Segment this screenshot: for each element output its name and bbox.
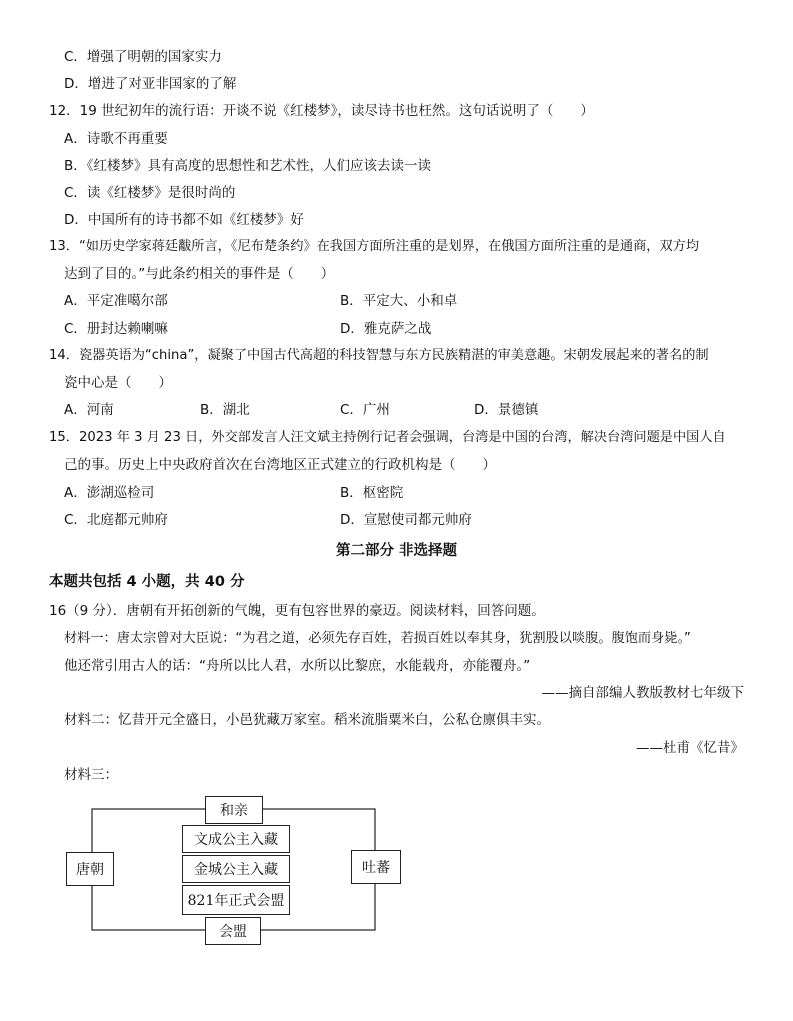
diagram-box-item-2: 金城公主入藏 (182, 855, 290, 883)
q13-stem-line1: 13．“如历史学家蒋廷黻所言，《尼布楚条约》在我国方面所注重的是划界，在俄国方面所注重的是通商，双方均 (49, 239, 700, 254)
q12-stem: 12．19 世纪初年的流行语：开谈不说《红楼梦》，读尽诗书也枉然。这句话说明了（ ） (49, 103, 594, 119)
q16-material1-line2: 他还常引用古人的话：“舟所以比人君，水所以比黎庶，水能载舟，亦能覆舟。” (64, 658, 531, 674)
q14-option-b: B．湖北 (200, 402, 250, 418)
diagram-box-huimeng: 会盟 (205, 917, 261, 945)
q16-material1-source: ——摘自部编人教版教材七年级下 (541, 685, 744, 701)
q14-stem-line2: 瓷中心是（ ） (64, 375, 172, 391)
diagram-box-item-1: 文成公主入藏 (182, 825, 290, 853)
q11-option-c: C．增强了明朝的国家实力 (64, 49, 222, 65)
q13-option-a: A．平定准噶尔部 (64, 293, 168, 309)
q13-option-b: B．平定大、小和卓 (340, 293, 458, 309)
q15-stem-line1: 15．2023 年 3 月 23 日，外交部发言人汪文斌主持例行记者会强调，台湾是中国的台湾，解决台湾问题是中国人自 (49, 430, 726, 445)
diagram-box-heqin: 和亲 (205, 796, 263, 824)
q16-material1-line1: 材料一：唐太宗曾对大臣说：“为君之道，必须先存百姓，若损百姓以奉其身，犹割股以啖腹。腹饱而身毙。” (64, 631, 691, 646)
q14-stem-line1: 14．瓷器英语为“china”，凝聚了中国古代高超的科技智慧与东方民族精湛的审美意趣。宋朝发展起来的著名的制 (49, 348, 709, 363)
q13-option-c: C．册封达赖喇嘛 (64, 321, 168, 337)
q15-option-a: A．澎湖巡检司 (64, 485, 155, 501)
q14-option-c: C．广州 (340, 402, 390, 418)
diagram-box-tubo: 吐蕃 (351, 850, 401, 884)
q16-material3-label: 材料三： (64, 767, 118, 783)
q16-material2-source: ——杜甫《忆昔》 (636, 740, 744, 756)
q12-option-d: D．中国所有的诗书都不如《红楼梦》好 (64, 212, 304, 228)
q16-material2: 材料二：忆昔开元全盛日，小邑犹藏万家室。稻米流脂粟米白，公私仓廪俱丰实。 (64, 712, 550, 728)
q15-option-c: C．北庭都元帅府 (64, 512, 168, 528)
q15-option-b: B．枢密院 (340, 485, 404, 501)
q12-option-c: C．读《红楼梦》是很时尚的 (64, 185, 236, 201)
q15-option-d: D．宣慰使司都元帅府 (340, 512, 472, 528)
q12-option-b: B．《红楼梦》具有高度的思想性和艺术性，人们应该去读一读 (64, 158, 432, 174)
q16-stem: 16（9 分）．唐朝有开拓创新的气魄，更有包容世界的豪迈。阅读材料，回答问题。 (49, 603, 545, 619)
q14-option-a: A．河南 (64, 402, 114, 418)
q12-option-a: A．诗歌不再重要 (64, 131, 168, 147)
q15-stem-line2: 己的事。历史上中央政府首次在台湾地区正式建立的行政机构是（ ） (64, 457, 496, 473)
part2-intro: 本题共包括 4 小题，共 40 分 (49, 574, 245, 590)
q14-option-d: D．景德镇 (474, 402, 539, 418)
diagram-box-tang: 唐朝 (66, 852, 114, 886)
q13-option-d: D．雅克萨之战 (340, 321, 432, 337)
diagram-box-item-3: 821年正式会盟 (182, 885, 290, 915)
q11-option-d: D．增进了对亚非国家的了解 (64, 76, 237, 92)
q13-stem-line2: 达到了目的。”与此条约相关的事件是（ ） (64, 266, 335, 282)
part2-title: 第二部分 非选择题 (335, 543, 458, 559)
